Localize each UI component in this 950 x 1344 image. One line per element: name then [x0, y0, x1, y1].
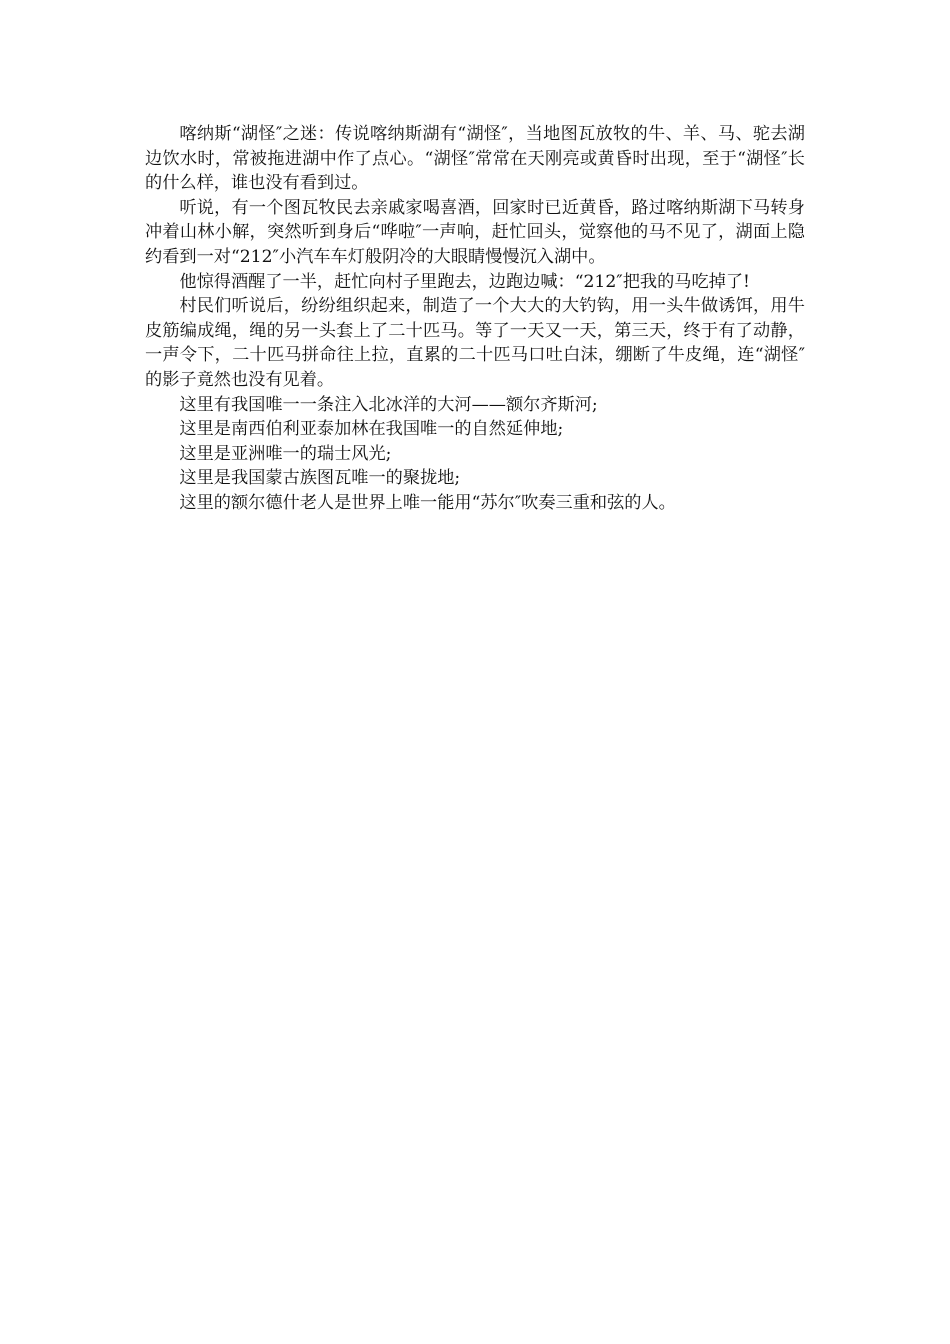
paragraph-tuva-settlement: 这里是我国蒙古族图瓦唯一的聚拢地;	[179, 468, 461, 489]
paragraph-herdsman-shout: 他惊得酒醒了一半，赶忙向村子里跑去，边跑边喊：“212″把我的马吃掉了!	[179, 271, 750, 292]
paragraph-villagers-hunt: 村民们听说后，纷纷组织起来，制造了一个大大的大钓钩，用一头牛做诱饵，用牛皮筋编成绳，绳的另一头套上了二十匹马。等了一天又一天，第三天，终于有了动静，一声令下，二十匹马拼命往上拉，直累的二十匹马口吐白沫，绷断了牛皮绳，连“湖怪″的影子竟然也没有见着。	[145, 296, 805, 390]
paragraph-herdsman-story: 听说，有一个图瓦牧民去亲戚家喝喜酒，回家时已近黄昏，路过喀纳斯湖下马转身冲着山林小解，突然听到身后“哗啦″一声响，赶忙回头，觉察他的马不见了，湖面上隐约看到一对“212″小汽车车灯般阴冷的大眼睛慢慢沉入湖中。	[145, 197, 805, 267]
paragraph-lake-monster-legend: 喀纳斯“湖怪″之迷：传说喀纳斯湖有“湖怪″，当地图瓦放牧的牛、羊、马、驼去湖边饮水时，常被拖进湖中作了点心。“湖怪″常常在天刚亮或黄昏时出现，至于“湖怪″长的什么样，谁也没有看到过。	[145, 124, 805, 194]
paragraph-irtysh-river: 这里有我国唯一一条注入北冰洋的大河——额尔齐斯河;	[179, 394, 598, 415]
document-body	[145, 122, 805, 516]
paragraph-suer-elder: 这里的额尔德什老人是世界上唯一能用“苏尔″吹奏三重和弦的人。	[179, 492, 676, 513]
paragraph-swiss-scenery: 这里是亚洲唯一的瑞士风光;	[179, 443, 392, 464]
paragraph-taiga-forest: 这里是南西伯利亚泰加林在我国唯一的自然延伸地;	[179, 419, 564, 440]
